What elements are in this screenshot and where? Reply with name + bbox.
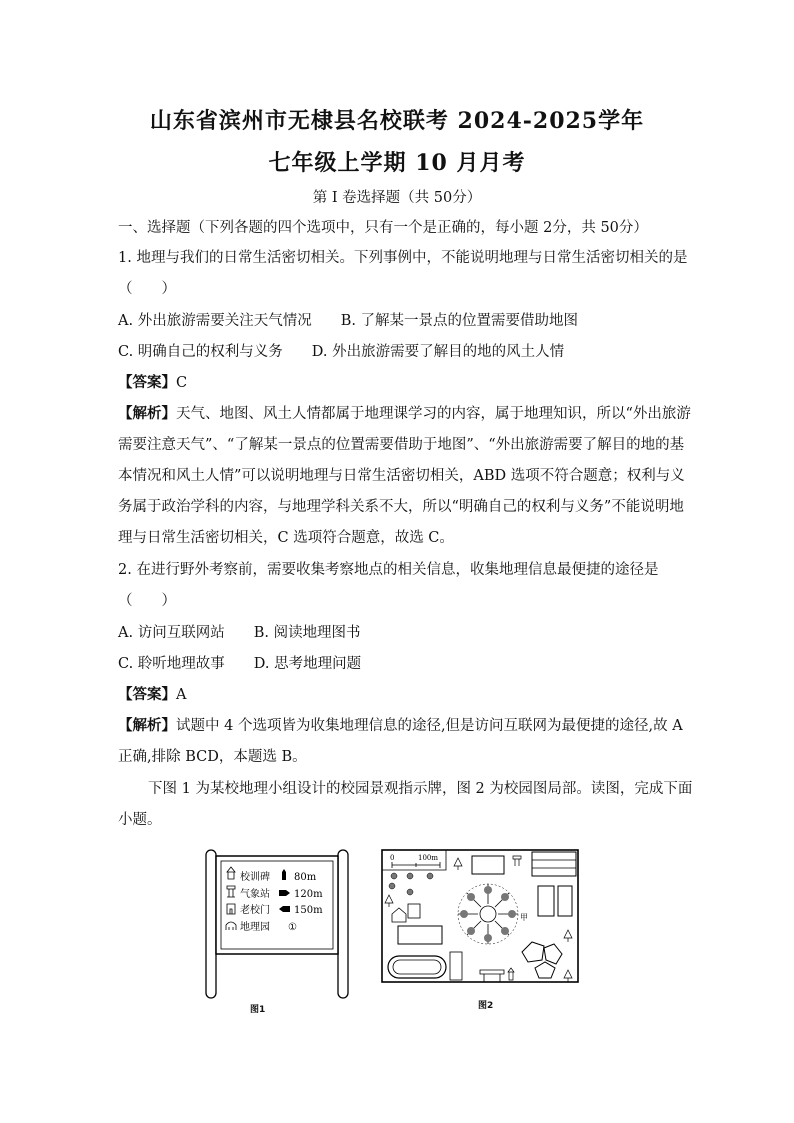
answer-label: 【答案】: [118, 374, 176, 391]
sign-row-name: 老校门: [240, 905, 270, 916]
question-2-analysis-line: [118, 716, 683, 736]
question-1-blank: （ ）: [118, 281, 176, 297]
scale-zero-label: 0: [390, 854, 395, 862]
sign-post-left: [206, 850, 216, 998]
question-2-answer: [118, 685, 678, 705]
question-1-stem: 1. 地理与我们的日常生活密切相关。下列事例中，不能说明地理与日常生活密切相关的是: [118, 250, 688, 266]
sign-row-distance: 120m: [294, 889, 323, 900]
sign-row-distance: 80m: [294, 872, 317, 883]
figure-2-campus-map: [380, 848, 580, 984]
sign-row-distance: ①: [288, 922, 297, 933]
scale-value-label: 100m: [418, 854, 438, 862]
sign-row-name: 气象站: [240, 889, 270, 900]
intro-line: 小题。: [118, 812, 162, 828]
figure-2-caption: 图2: [478, 1001, 494, 1011]
answer-label: 【答案】: [118, 686, 176, 703]
sign-row-name: 地理园: [240, 922, 270, 933]
answer-value: C: [176, 375, 188, 391]
sports-track: [388, 956, 446, 978]
analysis-label: 【解析】: [118, 405, 176, 422]
building: [472, 856, 504, 874]
question-2-options-cd: C. 聆听地理故事 D. 思考地理问题: [118, 656, 362, 672]
analysis-label: 【解析】: [118, 717, 176, 734]
building: [450, 952, 462, 980]
central-plaza: [458, 884, 518, 944]
building: [398, 926, 442, 944]
question-2-blank: （ ）: [118, 593, 176, 609]
question-2-analysis-line: 正确,排除 BCD，本题选 B。: [118, 749, 307, 765]
figure-1-signboard: [202, 846, 354, 1001]
answer-value: A: [176, 687, 187, 703]
question-2-options-ab: A. 访问互联网站 B. 阅读地理图书: [118, 625, 361, 641]
question-1-analysis-line: 理与日常生活密切相关，C 选项符合题意，故选 C。: [118, 530, 454, 546]
question-1-analysis-line: [118, 404, 691, 424]
question-1-options-cd: C. 明确自己的权利与义务 D. 外出旅游需要了解目的地的风土人情: [118, 344, 565, 360]
building: [558, 886, 572, 916]
page-subtitle: 七年级上学期 10 月月考: [268, 150, 526, 176]
question-2-stem: 2. 在进行野外考察前，需要收集考察地点的相关信息，收集地理信息最便捷的途径是: [118, 562, 659, 578]
figure-1-caption: 图1: [250, 1005, 266, 1015]
analysis-text: 天气、地图、风土人情都属于地理课学习的内容，属于地理知识，所以“外出旅游: [176, 406, 691, 422]
building: [408, 904, 420, 918]
question-1-analysis-line: 务属于政治学科的内容，与地理学科关系不大，所以“明确自己的权利与义务”不能说明地: [118, 499, 684, 515]
analysis-text: 试题中 4 个选项皆为收集地理信息的途径,但是访问互联网为最便捷的途径,故 A: [176, 718, 683, 734]
sign-row-distance: 150m: [294, 905, 323, 916]
section-heading: 第 I 卷选择题（共 50分）: [312, 190, 482, 206]
building: [538, 886, 554, 916]
sign-row-name: 校训碑: [240, 872, 270, 883]
map-label-jia: 甲: [520, 913, 528, 922]
question-1-answer: [118, 373, 678, 393]
sign-post-right: [338, 850, 348, 998]
intro-line: 下图 1 为某校地理小组设计的校园景观指示牌，图 2 为校园图局部。读图，完成下面: [148, 781, 693, 797]
part-heading: 一、选择题（下列各题的四个选项中，只有一个是正确的，每小题 2分，共 50分）: [118, 220, 648, 236]
page-title: 山东省滨州市无棣县名校联考 2024-2025学年: [149, 108, 645, 134]
question-1-options-ab: A. 外出旅游需要关注天气情况 B. 了解某一景点的位置需要借助地图: [118, 313, 579, 329]
question-1-analysis-line: 需要注意天气”、“了解某一景点的位置需要借助于地图”、“外出旅游需要了解目的地的基: [118, 437, 685, 453]
question-1-analysis-line: 本情况和风土人情”可以说明地理与日常生活密切相关，ABD 选项不符合题意；权利与义: [118, 468, 685, 484]
